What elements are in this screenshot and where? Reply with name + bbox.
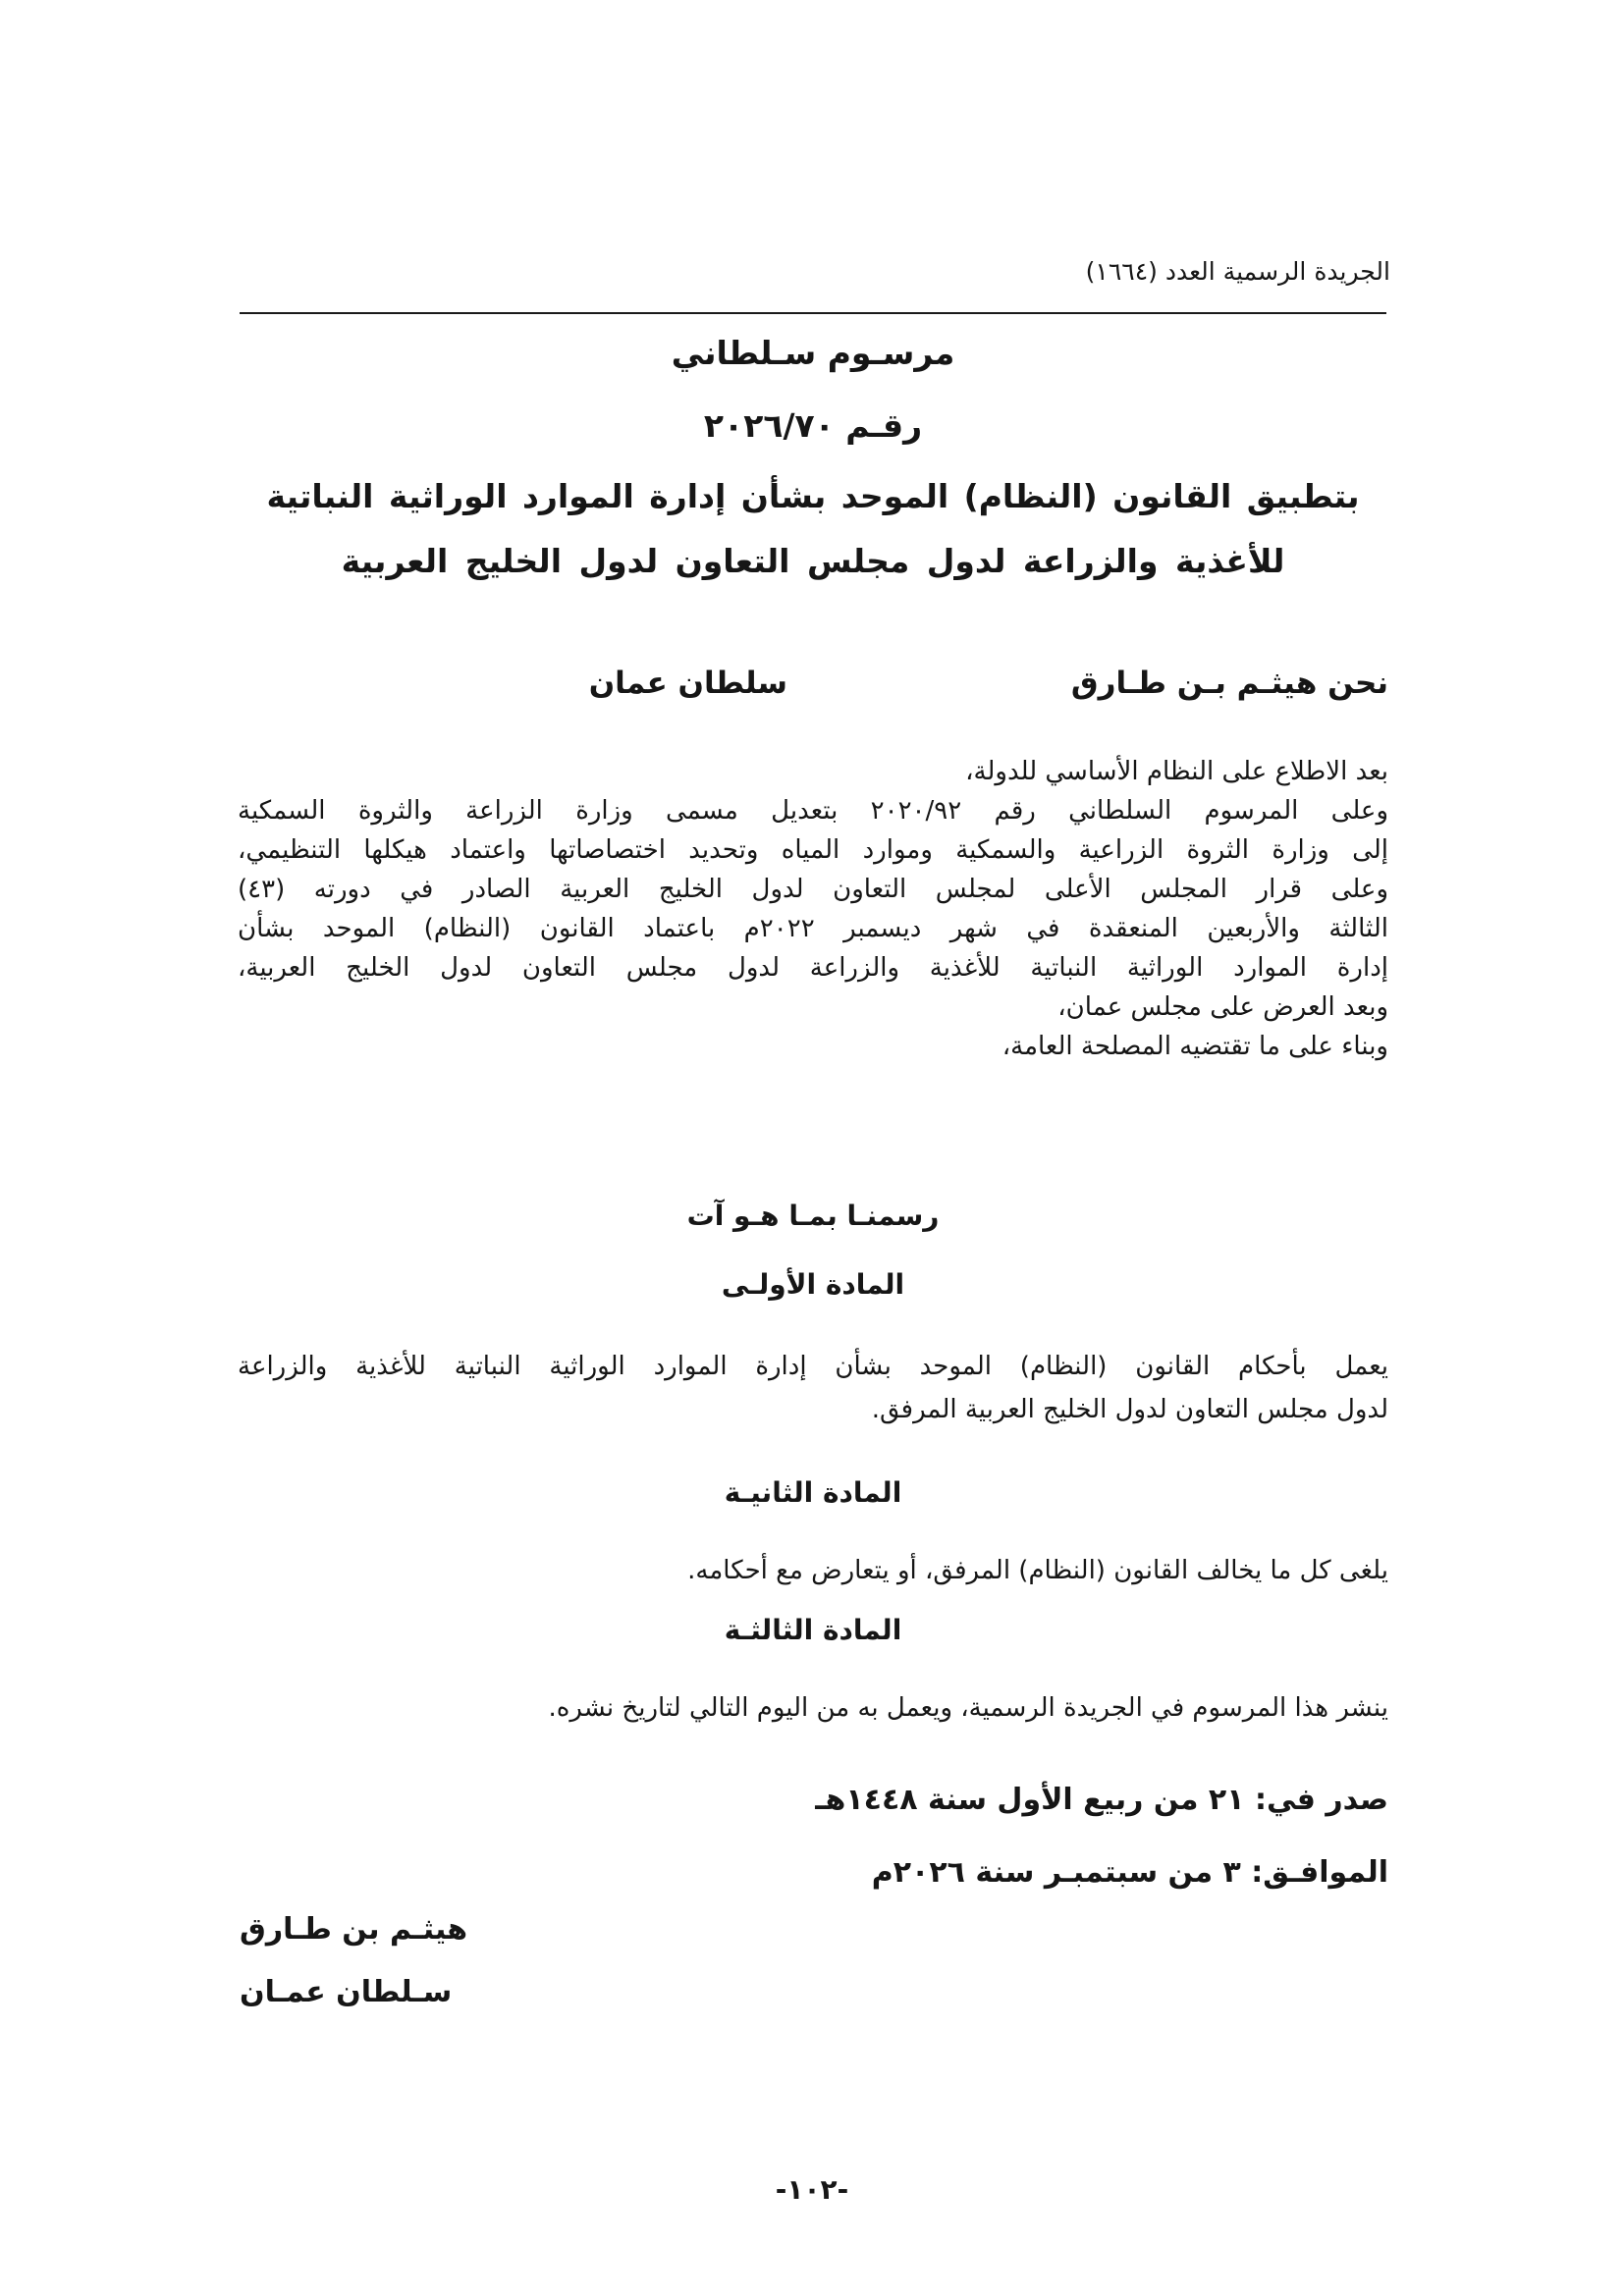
- header-divider: [240, 312, 1386, 314]
- decree-number: رقـم ٢٠٢٦/٧٠: [703, 406, 923, 445]
- signatory-title: سـلطان عمـان: [240, 1975, 453, 2009]
- preamble-line: وبعد العرض على مجلس عمان،: [1057, 992, 1388, 1022]
- preamble-line: بعد الاطلاع على النظام الأساسي للدولة،: [965, 757, 1388, 786]
- sovereign-name: نحن هيثـم بـن طـارق: [1070, 666, 1388, 701]
- preamble-line: وعلى قرار المجلس الأعلى لمجلس التعاون لدول الخليج العربية الصادر في دورته (٤٣): [238, 875, 1388, 904]
- issue-date-gregorian: الموافـق: ٣ من سبتمبـر سنة ٢٠٢٦م: [871, 1855, 1388, 1890]
- preamble: [238, 752, 1388, 1066]
- article-line: ينشر هذا المرسوم في الجريدة الرسمية، ويعمل به من اليوم التالي لتاريخ نشره.: [548, 1693, 1388, 1723]
- decree-title: مرسـوم سـلطاني: [671, 334, 955, 372]
- decree-subject-line-2: للأغذية والزراعة لدول مجلس التعاون لدول الخليج العربية: [341, 542, 1285, 580]
- article-3-heading: المادة الثالثـة: [724, 1614, 902, 1646]
- article-line: لدول مجلس التعاون لدول الخليج العربية المرفق.: [871, 1395, 1388, 1424]
- sovereign-title: سلطان عمان: [588, 666, 787, 701]
- preamble-line: إدارة الموارد الوراثية النباتية للأغذية والزراعة لدول مجلس التعاون لدول الخليج العربية،: [238, 953, 1388, 983]
- article-line: يلغى كل ما يخالف القانون (النظام) المرفق، أو يتعارض مع أحكامه.: [687, 1556, 1388, 1585]
- article-3-body: [238, 1686, 1388, 1730]
- article-1-heading: المادة الأولـى: [721, 1268, 905, 1301]
- signatory-name: هيثـم بن طـارق: [240, 1912, 468, 1947]
- article-2-body: [238, 1549, 1388, 1592]
- article-2-heading: المادة الثانيـة: [724, 1476, 902, 1509]
- page-number: -١٠٢-: [775, 2173, 849, 2206]
- gazette-header: الجريدة الرسمية العدد (١٦٦٤): [1085, 257, 1390, 286]
- preamble-line: الثالثة والأربعين المنعقدة في شهر ديسمبر ٢٠٢٢م باعتماد القانون (النظام) الموحد بشأن: [238, 914, 1388, 943]
- issue-date-hijri: صدر في: ٢١ من ربيع الأول سنة ١٤٤٨هـ: [815, 1783, 1388, 1817]
- preamble-line: وعلى المرسوم السلطاني رقم ٢٠٢٠/٩٢ بتعديل مسمى وزارة الزراعة والثروة السمكية: [238, 796, 1388, 826]
- preamble-line: وبناء على ما تقتضيه المصلحة العامة،: [1001, 1032, 1388, 1061]
- article-line: يعمل بأحكام القانون (النظام) الموحد بشأن إدارة الموارد الوراثية النباتية للأغذية والزراعة: [238, 1352, 1388, 1381]
- decree-subject-line-1: بتطبيق القانون (النظام) الموحد بشأن إدارة الموارد الوراثية النباتية: [266, 477, 1360, 515]
- decree-heading: رسمنـا بمـا هـو آت: [686, 1200, 940, 1232]
- preamble-line: إلى وزارة الثروة الزراعية والسمكية وموارد المياه وتحديد اختصاصاتها واعتماد هيكلها التنظيمي،: [238, 835, 1388, 865]
- article-1-body: [238, 1345, 1388, 1431]
